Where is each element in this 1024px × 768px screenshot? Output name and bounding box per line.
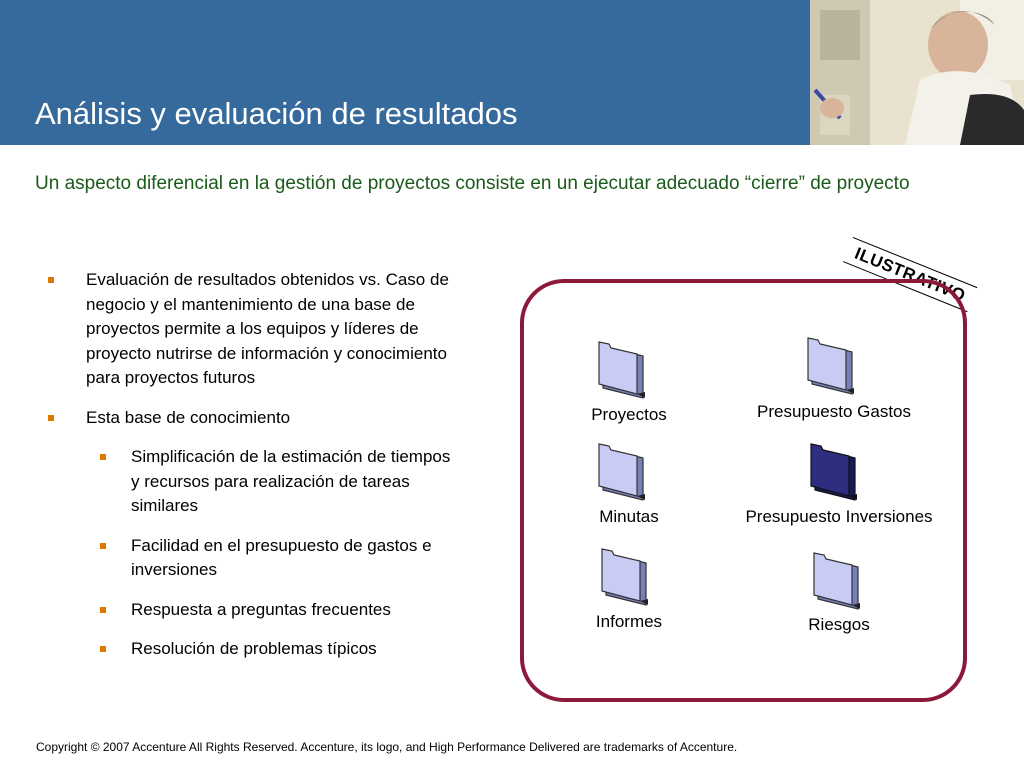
sub-bullet-text: Facilidad en el presupuesto de gastos e inversiones bbox=[131, 535, 432, 579]
folder-label[interactable]: Informes bbox=[595, 612, 663, 631]
folder-label[interactable]: Minutas bbox=[599, 507, 659, 526]
sub-bullet-text: Resolución de problemas típicos bbox=[131, 639, 377, 658]
sub-bullet-text: Respuesta a preguntas frecuentes bbox=[131, 599, 391, 619]
folder-icon[interactable] bbox=[812, 549, 872, 611]
sub-bullet-item bbox=[48, 598, 458, 623]
folder-label[interactable]: Presupuesto Gastos bbox=[756, 402, 912, 421]
bullet-item bbox=[48, 268, 458, 391]
bullet-marker-icon bbox=[100, 646, 106, 652]
bullet-text: Esta base de conocimiento bbox=[86, 407, 291, 427]
sub-bullet-item bbox=[48, 445, 458, 519]
header-banner bbox=[0, 0, 810, 145]
illustrative-stamp: ILUSTRATIVO bbox=[843, 237, 977, 312]
bullet-marker-icon bbox=[100, 543, 106, 549]
folder-label[interactable]: Proyectos bbox=[591, 405, 667, 424]
folder-panel bbox=[520, 279, 967, 702]
bullet-marker-icon bbox=[100, 454, 106, 460]
bullet-marker-icon bbox=[48, 415, 54, 421]
copyright-footer: Copyright © 2007 Accenture All Rights Reserved. Accenture, its logo, and High Performance Delivered are trademarks of Accenture. bbox=[36, 740, 738, 754]
bullet-item bbox=[48, 406, 458, 431]
sub-bullet-item bbox=[48, 534, 458, 583]
bullet-marker-icon bbox=[48, 277, 54, 283]
folder-icon[interactable] bbox=[597, 338, 657, 400]
folder-icon[interactable] bbox=[600, 545, 660, 607]
slide-subtitle: Un aspecto diferencial en la gestión de proyectos consiste en un ejecutar adecuado “cierre” de proyecto bbox=[35, 173, 910, 194]
sub-bullet-text: Simplificación de la estimación de tiempos y recursos para realización de tareas similares bbox=[131, 447, 451, 515]
page-title: Análisis y evaluación de resultados bbox=[35, 96, 518, 131]
folder-label[interactable]: Riesgos bbox=[808, 615, 870, 634]
sub-bullet-item bbox=[48, 637, 458, 662]
bullet-marker-icon bbox=[100, 607, 106, 613]
folder-icon[interactable] bbox=[597, 440, 657, 502]
bullet-text: Evaluación de resultados obtenidos vs. Caso de negocio y el mantenimiento de una base de proyectos permite a los equipos y líderes de proyecto nutrirse de información y conocimiento para proyectos futuros bbox=[86, 270, 449, 387]
folder-icon[interactable] bbox=[806, 334, 866, 396]
folder-icon-selected[interactable] bbox=[809, 440, 869, 502]
header-photo bbox=[810, 0, 1024, 145]
bullet-list bbox=[48, 268, 458, 677]
folder-label[interactable]: Presupuesto Inversiones bbox=[745, 507, 933, 526]
